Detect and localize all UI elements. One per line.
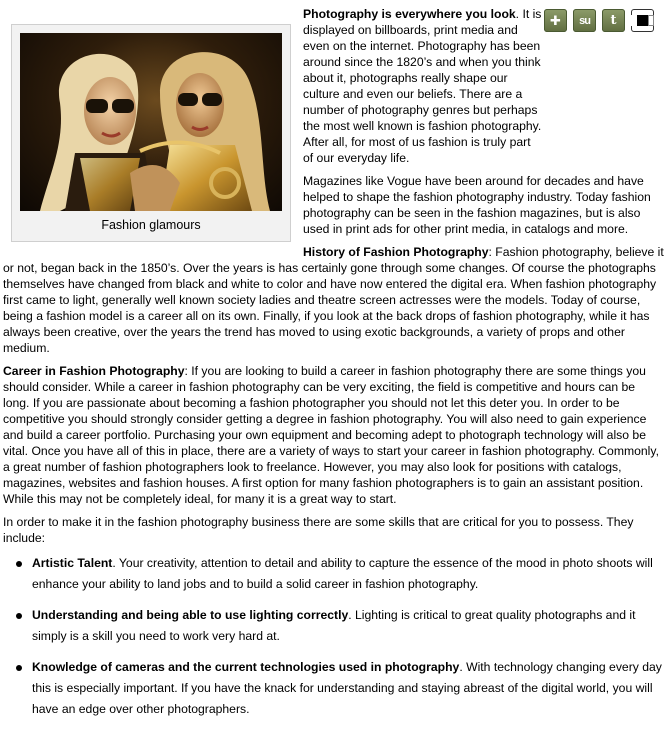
plus-icon[interactable]: ✚ [544,9,567,32]
skill-title: Artistic Talent [32,556,113,570]
skills-list [3,553,664,720]
career-heading: Career in Fashion Photography [3,364,185,378]
skill-title: Knowledge of cameras and the current technologies used in photography [32,660,460,674]
career-text: : If you are looking to build a career in fashion photography there are some things you should consider. While a career in fashion photography can be very exciting, the field is competitive and hours can be long. If you are passionate about becoming a fashion photographer you should not let this deter you. In order to be competitive you should strongly consider getting a degree in fashion photography. You will also need to gain experience and build a career portfolio. Purchasing your own equipment and becoming adept to photograph technology will also be vital. Once you have all of this in place, there are a variety of ways to start your career in fashion photography. Commonly, a great number of fashion photographers look to freelance. However, you may also look for positions with catalogs, magazines, websites and fashion houses. A first option for many fashion photographers is to gain an assistant position. While this may not be completely ideal, for many it is a great way to start. [3,364,659,506]
twitter-icon[interactable]: t [602,9,625,32]
fashion-photo [20,33,282,211]
share-bar [544,9,654,32]
list-item [32,657,664,720]
photo-figure [11,24,291,242]
skill-text: . Your creativity, attention to detail and ability to capture the essence of the mood in photo shoots will enhance your ability to land jobs and to build a solid career in fashion photography. [32,556,653,591]
list-item [32,605,664,647]
career-paragraph [3,363,664,507]
history-heading: History of Fashion Photography [303,245,489,259]
skill-text: . Lighting is critical to great quality photographs and it simply is a skill you need to work very hard at. [32,608,636,643]
intro-lead: Photography is everywhere you look [303,7,516,21]
delicious-icon[interactable] [631,9,654,32]
history-paragraph [3,244,664,356]
intro-text: . It is displayed on billboards, print media and even on the internet. Photography has been around since the 1820’s and when you think about it, photographs really shape our culture and even our beliefs. There are a number of photography genres but perhaps the most well known is fashion photography. After all, for most of us fashion is truly part of our everyday life. [303,7,542,165]
skills-intro: In order to make it in the fashion photography business there are some skills that are critical for you to possess. They include: [3,515,634,545]
skill-text: . With technology changing every day this is especially important. If you have the knack for understanding and staying abreast of the digital world, you will have an edge over other photographers. [32,660,662,716]
magazines-paragraph: Magazines like Vogue have been around for decades and have helped to shape the fashion photography industry. Today fashion photography can be seen in the fashion magazines, but is also used in print ads for other print media, in catalogs and more. [303,174,651,236]
list-item [32,553,664,595]
history-text: : Fashion photography, believe it or not, began back in the 1850’s. Over the years is has certainly gone through some changes. Of course the photographs themselves have changed from black and white to color and have now entered the digital era. When fashion photography first came to light, generally well known society ladies and theatre screen actresses were the models. Today of course, being a fashion model is a career all on its own. Finally, if you look at the back drops of fashion photography, while it has always been creative, over the years the trend has moved to using exotic backgrounds, a variety of props and other medium. [3,245,664,355]
photo-caption: Fashion glamours [101,218,201,232]
skill-title: Understanding and being able to use lighting correctly [32,608,349,622]
stumbleupon-icon[interactable]: su [573,9,596,32]
